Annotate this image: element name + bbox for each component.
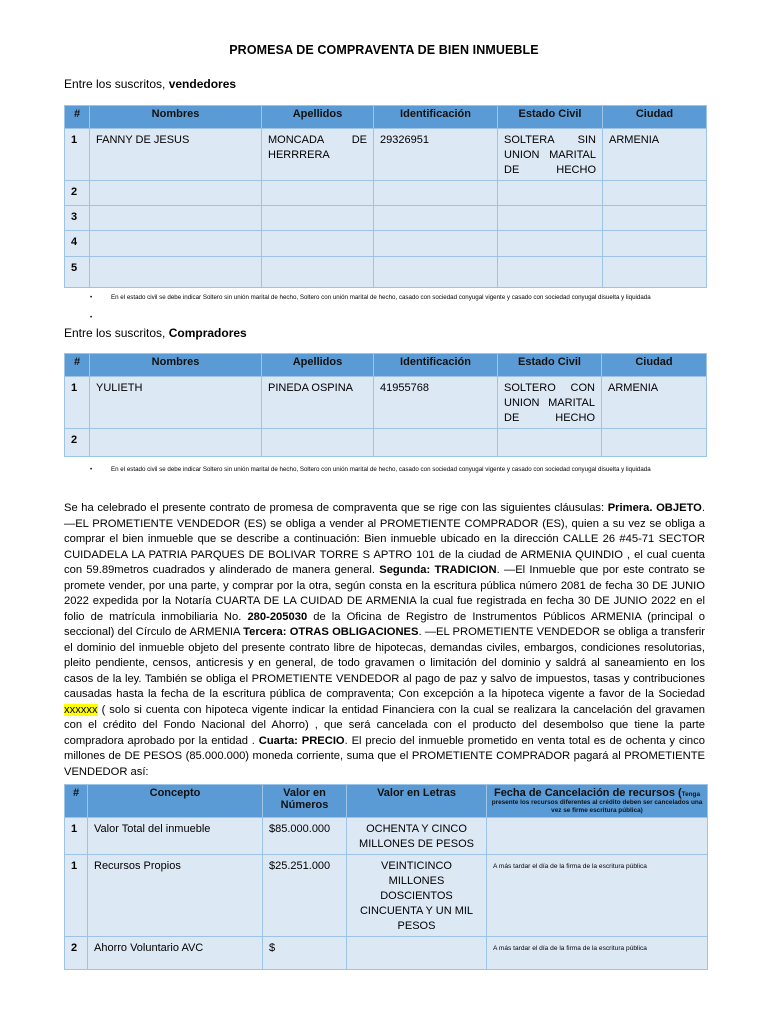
table-row bbox=[65, 257, 707, 288]
estado-civil-cell bbox=[498, 206, 603, 231]
nombres-cell bbox=[90, 429, 262, 457]
apellidos-cell bbox=[262, 231, 374, 257]
table-row bbox=[65, 181, 707, 206]
identificacion-cell: 29326951 bbox=[374, 129, 498, 181]
concepto-cell: Ahorro Voluntario AVC bbox=[88, 937, 263, 970]
table-row bbox=[65, 818, 708, 855]
nombres-cell bbox=[90, 231, 262, 257]
civil-status-note bbox=[90, 465, 705, 489]
header-identificacion: Identificación bbox=[374, 354, 498, 377]
table-header-row bbox=[65, 106, 707, 129]
table-row bbox=[65, 231, 707, 257]
apellidos-cell bbox=[262, 206, 374, 231]
clause-text: . El precio del inmueble prometido en venta total es de ochenta y cinco millones de DE PESOS (85.000.000) moneda corriente, suma que el PROMETIENTE COMPRADOR pagará al PROMETIENTE VENDEDOR así: bbox=[64, 734, 705, 778]
header-fecha-label: Fecha de Cancelación de recursos ( bbox=[493, 787, 682, 799]
header-identificacion: Identificación bbox=[374, 106, 498, 129]
buyers-intro bbox=[64, 326, 247, 340]
header-concepto: Concepto bbox=[88, 785, 263, 818]
nombres-cell bbox=[90, 206, 262, 231]
row-num: 5 bbox=[65, 257, 90, 288]
fecha-cell: A más tardar el día de la firma de la escritura pública bbox=[487, 855, 708, 937]
estado-civil-cell: SOLTERO CON UNION MARITAL DE HECHO bbox=[498, 377, 602, 429]
clause-heading-tradicion: Segunda: TRADICION bbox=[379, 564, 497, 576]
clause-heading-objeto: Primera. OBJETO bbox=[607, 502, 702, 514]
fecha-cell bbox=[487, 818, 708, 855]
apellidos-cell: PINEDA OSPINA bbox=[262, 377, 374, 429]
header-ciudad: Ciudad bbox=[602, 354, 707, 377]
clause-text: . —EL PROMETIENTE VENDEDOR se obliga a transferir el dominio del inmueble objeto del presente contrato libre de hipotecas, demandas civiles, embargos, condiciones resolutorias, pleito pendiente, censos, anticresis y en general, de todo gravamen o limitación del dominio y saldrá al saneamiento en los casos de la ley. También se obliga el PROMETIENTE VENDEDOR al pago de paz y salvo de impuestos, tasas y contribuciones causadas hasta la fecha de la escritura pública de compraventa; Con excepción a la hipoteca vigente a favor de la Sociedad bbox=[64, 626, 706, 700]
estado-civil-cell bbox=[498, 429, 602, 457]
matricula-number: 280-205030 bbox=[247, 610, 308, 623]
identificacion-cell bbox=[374, 429, 498, 457]
sellers-intro-prefix: Entre los suscritos, bbox=[64, 77, 169, 91]
buyers-intro-prefix: Entre los suscritos, bbox=[64, 326, 169, 340]
estado-civil-cell bbox=[498, 181, 603, 206]
row-num: 1 bbox=[65, 377, 90, 429]
nombres-cell bbox=[90, 257, 262, 288]
buyers-intro-bold: Compradores bbox=[168, 326, 247, 340]
ciudad-cell bbox=[602, 429, 707, 457]
row-num: 1 bbox=[65, 855, 88, 937]
nombres-cell: YULIETH bbox=[90, 377, 262, 429]
table-row bbox=[65, 129, 707, 181]
buyers-table bbox=[64, 353, 707, 457]
row-num: 1 bbox=[65, 818, 88, 855]
ciudad-cell bbox=[603, 181, 707, 206]
identificacion-cell bbox=[374, 206, 498, 231]
ciudad-cell: ARMENIA bbox=[603, 129, 707, 181]
row-num: 3 bbox=[65, 206, 90, 231]
apellidos-cell bbox=[262, 181, 374, 206]
header-num: # bbox=[65, 785, 88, 818]
empty-bullet bbox=[90, 313, 705, 323]
ciudad-cell bbox=[603, 206, 707, 231]
apellidos-cell bbox=[262, 429, 374, 457]
estado-civil-cell: SOLTERA SIN UNION MARITAL DE HECHO bbox=[498, 129, 603, 181]
clause-text: . —El Inmueble que por este contrato se promete vender, por una parte, y comprar por la otra, según consta en la escritura pública número 2081 de fecha 30 DE JUNIO 2022 expedida por la Notaría CUARTA DE LA CUIDAD DE ARMENIA la cual fue registrada en fecha 30 DE JUNIO 2022 en el folio de matrícula inmobiliaria No. bbox=[64, 564, 705, 623]
header-nombres: Nombres bbox=[90, 106, 262, 129]
clause-text: ( solo si cuenta con hipoteca vigente indicar la entidad Financiera con la cual se realizara la cancelación del gravamen con el crédito del Fondo Nacional del Ahorro) , que será cancelada con el producto del desembolso que tiene la parte compradora aprobado por la entidad . bbox=[64, 703, 705, 747]
header-num: # bbox=[65, 106, 90, 129]
header-estado-civil: Estado Civil bbox=[498, 106, 603, 129]
clause-text: Se ha celebrado el presente contrato de promesa de compraventa que se rige con las siguientes cláusulas: bbox=[64, 502, 608, 514]
civil-status-note-text: En el estado civil se debe indicar Soltero sin unión marital de hecho, Soltero con unión marital de hecho, casado con sociedad conyugal vigente y casado con sociedad conyugal disuelta y liquidada bbox=[111, 294, 651, 301]
header-fecha-note: presente los recursos diferentes al crédito deben ser cancelados una vez se firme escritura pública) bbox=[491, 799, 703, 814]
bullet-icon: • bbox=[90, 294, 93, 301]
table-row bbox=[65, 429, 707, 457]
bullet-icon: • bbox=[90, 314, 93, 321]
header-valor-numeros: Valor en Números bbox=[263, 785, 347, 818]
row-num: 2 bbox=[65, 429, 90, 457]
header-fecha-note-start: Tenga bbox=[681, 791, 701, 798]
valor-numeros-cell: $ bbox=[263, 937, 347, 970]
valor-letras-cell: VEINTICINCO MILLONES DOSCIENTOS CINCUENTA Y UN MIL PESOS bbox=[347, 855, 487, 937]
identificacion-cell: 41955768 bbox=[374, 377, 498, 429]
identificacion-cell bbox=[374, 181, 498, 206]
header-fecha-cancelacion bbox=[487, 785, 708, 818]
row-num: 2 bbox=[65, 937, 88, 970]
ciudad-cell bbox=[603, 257, 707, 288]
header-ciudad: Ciudad bbox=[603, 106, 707, 129]
row-num: 1 bbox=[65, 129, 90, 181]
table-row bbox=[65, 206, 707, 231]
nombres-cell bbox=[90, 181, 262, 206]
bullet-icon: • bbox=[90, 466, 93, 473]
valor-numeros-cell: $25.251.000 bbox=[263, 855, 347, 937]
row-num: 2 bbox=[65, 181, 90, 206]
header-valor-letras: Valor en Letras bbox=[347, 785, 487, 818]
table-header-row bbox=[65, 785, 708, 818]
sellers-intro bbox=[64, 77, 236, 91]
document-title: PROMESA DE COMPRAVENTA DE BIEN INMUEBLE bbox=[229, 43, 539, 57]
valor-letras-cell bbox=[347, 937, 487, 970]
civil-status-note-text: En el estado civil se debe indicar Soltero sin unión marital de hecho, Soltero con unión marital de hecho, casado con sociedad conyugal vigente y casado con sociedad conyugal disuelta y liquidada bbox=[111, 466, 651, 473]
clause-heading-obligaciones: Tercera: OTRAS OBLIGACIONES bbox=[243, 626, 419, 638]
table-header-row bbox=[65, 354, 707, 377]
ciudad-cell: ARMENIA bbox=[602, 377, 707, 429]
clause-text: de la Oficina de Registro de Instrumentos Públicos ARMENIA (principal o seccional) del Círculo de ARMENIA bbox=[64, 610, 705, 638]
fecha-cell: A más tardar el día de la firma de la escritura pública bbox=[487, 937, 708, 970]
valor-letras-cell: OCHENTA Y CINCO MILLONES DE PESOS bbox=[347, 818, 487, 855]
row-num: 4 bbox=[65, 231, 90, 257]
estado-civil-cell bbox=[498, 231, 603, 257]
concepto-cell: Recursos Propios bbox=[88, 855, 263, 937]
identificacion-cell bbox=[374, 257, 498, 288]
table-row bbox=[65, 377, 707, 429]
ciudad-cell bbox=[603, 231, 707, 257]
table-row bbox=[65, 855, 708, 937]
contract-clauses-paragraph bbox=[64, 501, 705, 780]
header-num: # bbox=[65, 354, 90, 377]
header-nombres: Nombres bbox=[90, 354, 262, 377]
clause-text: . —EL PROMETIENTE VENDEDOR (ES) se obliga a vender al PROMETIENTE COMPRADOR (ES), quien a su vez se obliga a comprar el bien inmueble que se describe a continuación: Bien inmueble ubicado en la dirección CALLE 26 #45-71 SECTOR CUIDADELA LA PATRIA PARQUES DE BOLIVAR TORRE S APTRO 101 de la ciudad de ARMENIA QUINDIO , el cual cuenta con 59.89metros cuadrados y alinderado de manera general. bbox=[64, 502, 705, 576]
estado-civil-cell bbox=[498, 257, 603, 288]
clause-heading-precio: Cuarta: PRECIO bbox=[258, 734, 345, 747]
apellidos-cell bbox=[262, 257, 374, 288]
price-table bbox=[64, 784, 708, 970]
highlighted-placeholder: xxxxxx bbox=[64, 703, 98, 716]
identificacion-cell bbox=[374, 231, 498, 257]
valor-numeros-cell: $85.000.000 bbox=[263, 818, 347, 855]
sellers-intro-bold: vendedores bbox=[168, 77, 237, 91]
sellers-table bbox=[64, 105, 707, 288]
header-apellidos: Apellidos bbox=[262, 354, 374, 377]
apellidos-cell: MONCADA DE HERRRERA bbox=[262, 129, 374, 181]
header-estado-civil: Estado Civil bbox=[498, 354, 602, 377]
header-apellidos: Apellidos bbox=[262, 106, 374, 129]
table-row bbox=[65, 937, 708, 970]
concepto-cell: Valor Total del inmueble bbox=[88, 818, 263, 855]
nombres-cell: FANNY DE JESUS bbox=[90, 129, 262, 181]
